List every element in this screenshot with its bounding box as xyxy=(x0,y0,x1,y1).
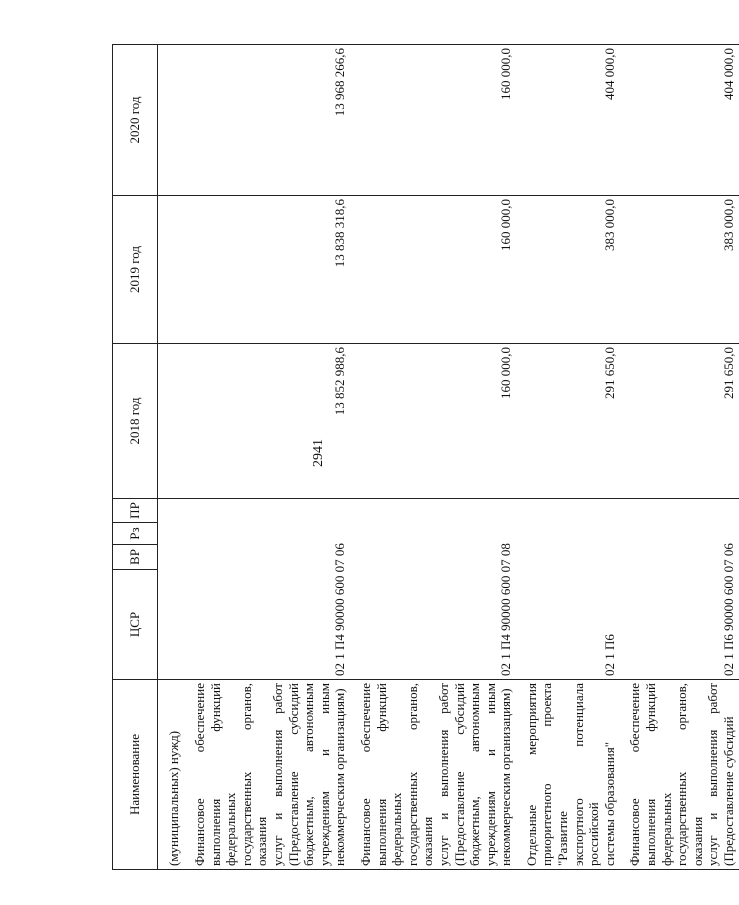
row-name-line: государственных органов, оказания xyxy=(674,683,705,866)
header-rz: Рз xyxy=(113,523,158,545)
header-2018: 2018 год xyxy=(113,344,158,499)
row-name-line: государственных органов, оказания xyxy=(404,683,436,866)
row-name-line: (Предоставление субсидий xyxy=(451,683,467,866)
table-header-row xyxy=(113,45,158,870)
row-name-line: учреждениям и иным xyxy=(482,683,498,866)
row-value-2020: 13 968 266,6 xyxy=(184,45,350,196)
row-name-line: учреждениям и иным xyxy=(316,683,332,866)
row-value-2018: 291 650,0 xyxy=(516,344,620,499)
table-row xyxy=(516,45,620,870)
row-name-line: Отдельные мероприятия xyxy=(523,683,539,866)
row-name-line: выполнения функций федеральных xyxy=(373,683,405,866)
row-code: 02 1 П4 90000 600 07 06 xyxy=(184,499,350,680)
header-name: Наименование xyxy=(113,680,158,870)
row-name-line: Финансовое обеспечение xyxy=(627,683,643,866)
continuation-text: (муниципальных) нужд) xyxy=(158,680,185,870)
row-value-2019: 160 000,0 xyxy=(350,196,516,344)
row-value-2018: 13 852 988,6 xyxy=(184,344,350,499)
row-name-line: системы образования" xyxy=(601,741,617,866)
header-pr: ПР xyxy=(113,499,158,523)
row-name-line: экспортного потенциала российской xyxy=(570,683,602,866)
row-name xyxy=(619,680,738,870)
row-name-line: выполнения функций федеральных xyxy=(643,683,674,866)
row-name xyxy=(516,680,620,870)
row-name-line: выполнения функций федеральных xyxy=(207,683,239,866)
row-name-line: услуг и выполнения работ xyxy=(269,683,285,866)
row-name-line: (Предоставление субсидий xyxy=(721,716,736,866)
row-code: 02 1 П6 xyxy=(516,499,620,680)
header-csr: ЦСР xyxy=(113,570,158,680)
table-row xyxy=(350,45,516,870)
row-code: 02 1 П4 90000 600 07 08 xyxy=(350,499,516,680)
rotated-table-container xyxy=(112,45,736,870)
header-vr: ВР xyxy=(113,545,158,570)
row-name-line: Финансовое обеспечение xyxy=(357,683,373,866)
budget-table xyxy=(112,44,739,870)
table-row xyxy=(184,45,350,870)
row-name-line: (Предоставление субсидий xyxy=(285,683,301,866)
row-value-2020: 404 000,0 xyxy=(516,45,620,196)
table-body xyxy=(158,45,739,870)
row-name-line: бюджетным, автономным xyxy=(301,683,317,866)
row-value-2019: 13 838 318,6 xyxy=(184,196,350,344)
row-name-line: государственных органов, оказания xyxy=(238,683,270,866)
row-code: 02 1 П6 90000 600 07 06 xyxy=(619,499,738,680)
row-value-2018: 291 650,0 xyxy=(619,344,738,499)
row-value-2018: 160 000,0 xyxy=(350,344,516,499)
row-name-line: некоммерческим организациям) xyxy=(498,688,514,866)
page-number: 2941 xyxy=(311,439,326,467)
table-row xyxy=(619,45,738,870)
row-name xyxy=(350,680,516,870)
row-name xyxy=(184,680,350,870)
row-name-line: приоритетного проекта "Развитие xyxy=(539,683,571,866)
row-name-line: некоммерческим организациям) xyxy=(332,688,348,866)
header-2020: 2020 год xyxy=(113,45,158,196)
row-name-line: Финансовое обеспечение xyxy=(192,683,207,866)
row-name-line: бюджетным, автономным xyxy=(467,683,483,866)
row-name-line: услуг и выполнения работ xyxy=(435,683,451,866)
continuation-row xyxy=(158,45,185,870)
row-name-line: услуг и выполнения работ xyxy=(705,683,721,866)
header-2019: 2019 год xyxy=(113,196,158,344)
row-value-2020: 404 000,0 xyxy=(619,45,738,196)
row-value-2020: 160 000,0 xyxy=(350,45,516,196)
row-value-2019: 383 000,0 xyxy=(516,196,620,344)
row-value-2019: 383 000,0 xyxy=(619,196,738,344)
